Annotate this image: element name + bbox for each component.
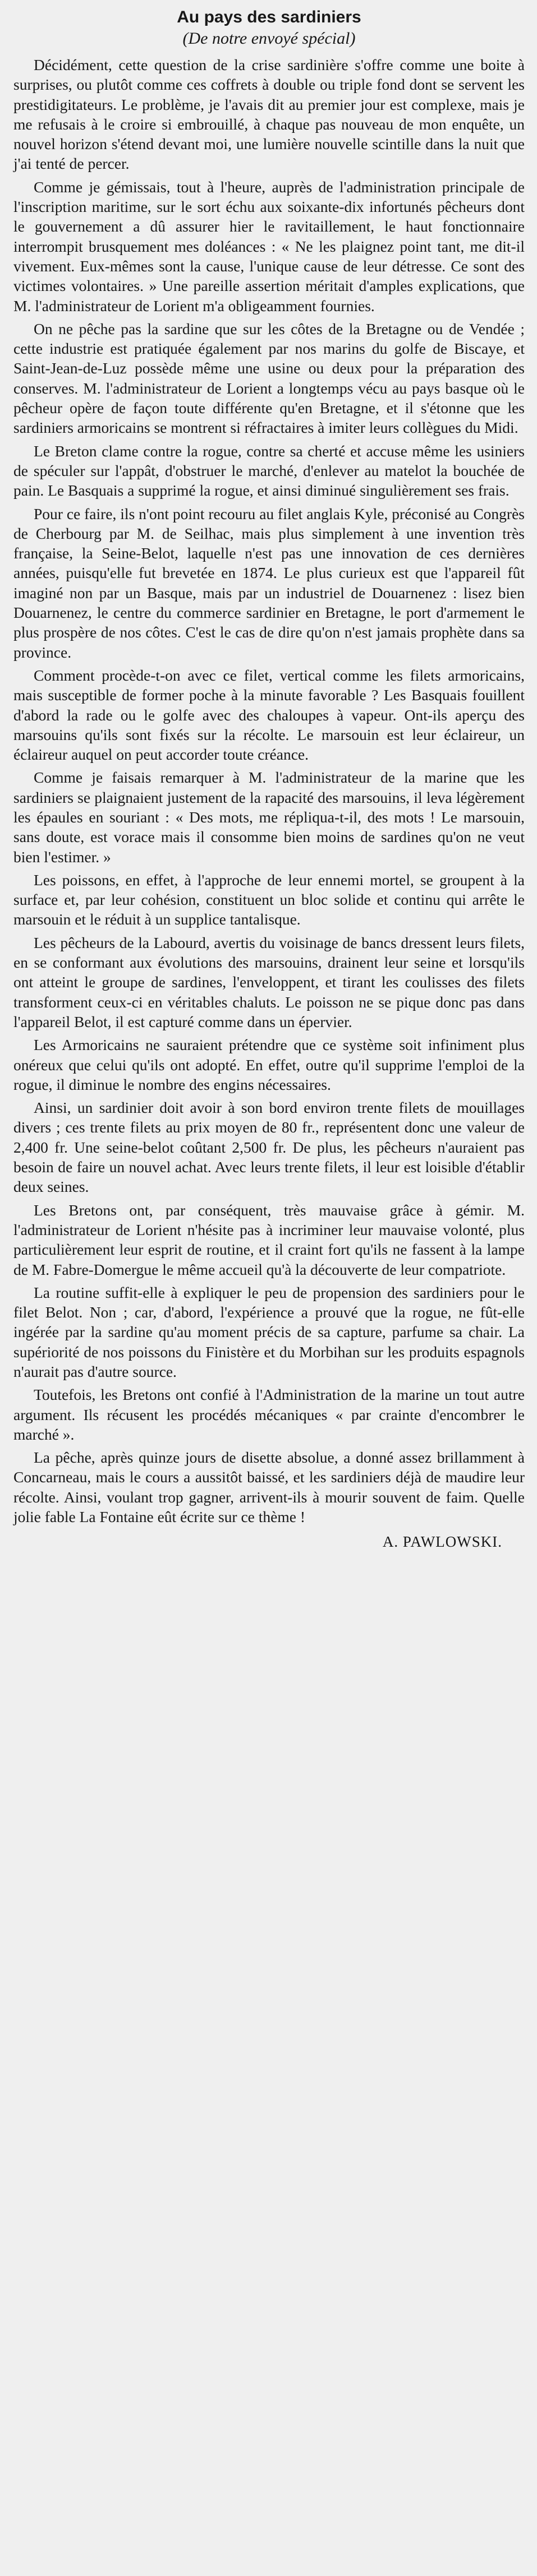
article-paragraph-8: Les poissons, en effet, à l'approche de leur ennemi mortel, se groupent à la surface et, par leur cohésion, constituent un bloc solide et continu qui arrête le marsouin et le réduit à un supplice tantalisque.: [13, 871, 525, 928]
article-paragraph-15: La pêche, après quinze jours de disette absolue, a donné assez brillamment à Concarneau, mais le cours a aussitôt baissé, et les sardiniers déjà de maudire leur récolte. Ainsi, voulant trop gagner, arrivent-ils à mourir souvent de faim. Quelle jolie fable La Fontaine eût écrite sur ce thème !: [13, 1449, 525, 1526]
article-paragraph-5: Pour ce faire, ils n'ont point recouru au filet anglais Kyle, préconisé au Congrès de Cherbourg par M. de Seilhac, mais plus simplement à une invention très française, la Seine-Belot, laquelle n'est pas une innovation de ces dernières années, puisqu'elle fut brevetée en 1874. Le plus curieux est que l'appareil fût imaginé non par un Basque, mais par un industriel de Douarnenez : lisez bien Douarnenez, le centre du commerce sardinier en Bretagne, le port d'armement le plus prospère de nos côtes. C'est le cas de dire qu'on n'est jamais prophète dans sa province.: [13, 505, 525, 661]
article-paragraph-7: Comme je faisais remarquer à M. l'administrateur de la marine que les sardiniers se plaignaient justement de la rapacité des marsouins, il leva légèrement les épaules en souriant : « Des mots, me répliqua-t-il, des mots ! Le marsouin, sans doute, est vorace mais il consomme bien moins de sardines qu'on ne veut bien l'estimer. »: [13, 769, 525, 866]
article-paragraph-12: Les Bretons ont, par conséquent, très mauvaise grâce à gémir. M. l'administrateur de Lorient n'hésite pas à incriminer leur mauvaise volonté, plus particulièrement leur esprit de routine, et il craint fort qu'ils ne fassent à la lampe de M. Fabre-Domergue le même accueil qu'à la découverte de leur compatriote.: [13, 1201, 525, 1278]
article-paragraph-10: Les Armoricains ne sauraient prétendre que ce système soit infiniment plus onéreux que celui qu'ils ont adopté. En effet, outre qu'il supprime l'emploi de la rogue, il diminue le nombre des engins nécessaires.: [13, 1036, 525, 1093]
article-paragraph-3: On ne pêche pas la sardine que sur les côtes de la Bretagne ou de Vendée ; cette industrie est pratiquée également par nos marins du golfe de Biscaye, et Saint-Jean-de-Luz possède même une usine ou deux pour la préparation des conserves. M. l'administrateur de Lorient a longtemps vécu au pays basque où le pêcheur opère de façon toute différente qu'en Bretagne, et il s'étonne que les sardiniers armoricains se montrent si réfractaires à imiter leurs collègues du Midi.: [13, 320, 525, 437]
article-title: Au pays des sardiniers: [177, 8, 361, 26]
article-paragraph-1: Décidément, cette question de la crise sardinière s'offre comme une boite à surprises, ou plutôt comme ces coffrets à double ou triple fond dont se servent les prestidigitateurs. Le problème, je l'avais dit au premier jour est complexe, mais je me refusais à le croire si embrouillé, à chaque pas nouveau de mon enquête, un nouvel horizon s'étend devant moi, une lumière nouvelle scintille dans la nuit que j'ai tenté de percer.: [13, 56, 525, 173]
article-paragraph-11: Ainsi, un sardinier doit avoir à son bord environ trente filets de mouillages divers ; ces trente filets au prix moyen de 80 fr., représentent donc une valeur de 2,400 fr. Une seine-belot coûtant 2,500 fr. De plus, les pêcheurs n'auraient pas besoin de faire un nouvel achat. Avec leurs trente filets, il leur est loisible d'établir deux seines.: [13, 1099, 525, 1196]
article-paragraph-4: Le Breton clame contre la rogue, contre sa cherté et accuse même les usiniers de spéculer sur l'appât, d'obstruer le marché, d'enlever au matelot la bouchée de pain. Le Basquais a supprimé la rogue, et ainsi diminué singulièrement ses frais.: [13, 442, 525, 500]
article-paragraph-14: Toutefois, les Bretons ont confié à l'Administration de la marine un tout autre argument. Ils récusent les procédés mécaniques « par crainte d'encombrer le marché ».: [13, 1386, 525, 1443]
article-paragraph-9: Les pêcheurs de la Labourd, avertis du voisinage de bancs dressent leurs filets, en se conformant aux évolutions des marsouins, drainent leur seine et lorsqu'ils ont atteint le groupe de sardines, l'enveloppent, et tirant les coulisses des filets transforment ceux-ci en véritables chaluts. Le poisson ne se pique donc pas dans l'appareil Belot, il est capturé comme dans un épervier.: [13, 933, 525, 1030]
article-paragraph-13: La routine suffit-elle à expliquer le peu de propension des sardiniers pour le filet Belot. Non ; car, d'abord, l'expérience a prouvé que la rogue, ne fût-elle ingérée par la sardine qu'au moment précis de sa capture, parfume sa chair. La supériorité de nos poissons du Finistère et du Morbihan sur les produits espagnols n'aurait pas d'autre source.: [13, 1283, 525, 1380]
author-signature: A. PAWLOWSKI.: [382, 1533, 502, 1551]
article-paragraph-6: Comment procède-t-on avec ce filet, vertical comme les filets armoricains, mais susceptible de former poche à la minute favorable ? Les Basquais fouillent d'abord la rade ou le golfe avec des chaloupes à vapeur. Ont-ils aperçu des marsouins qu'ils sont fixés sur la récolte. Le marsouin est leur éclaireur, un éclaireur auquel on peut accorder toute créance.: [13, 666, 525, 764]
article-paragraph-2: Comme je gémissais, tout à l'heure, auprès de l'administration principale de l'inscription maritime, sur le sort échu aux soixante-dix infortunés pêcheurs dont le gouvernement a dû assurer hier le ravitaillement, le haut fonctionnaire interrompit brusquement mes doléances : « Ne les plaignez point tant, me dit-il vivement. Eux-mêmes sont la cause, l'unique cause de leur détresse. Ce sont des victimes volontaires. » Une pareille assertion méritait d'amples explications, que M. l'administrateur de Lorient m'a obligeamment fournies.: [13, 178, 525, 315]
article-subtitle: (De notre envoyé spécial): [182, 29, 356, 48]
